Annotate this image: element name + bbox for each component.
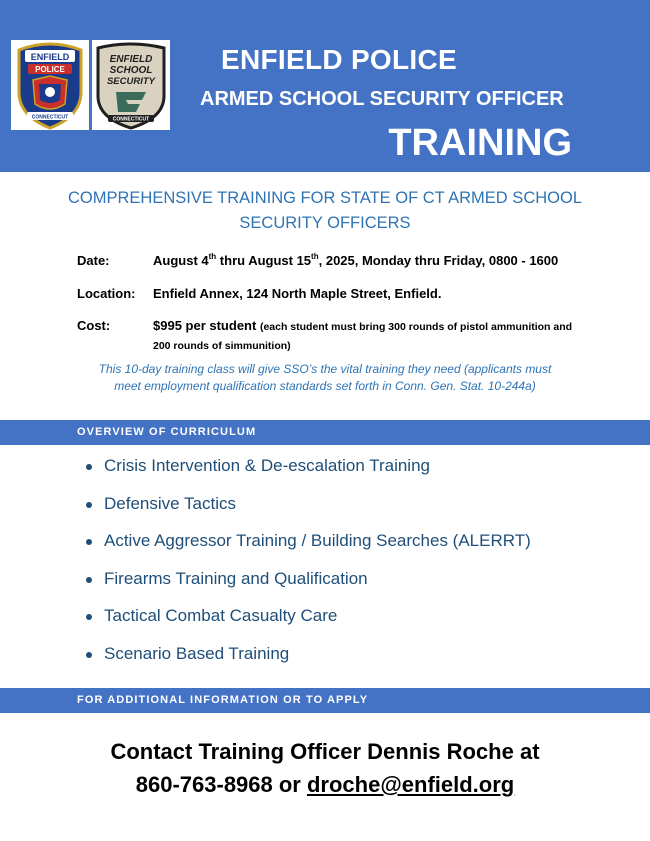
bullet-icon [86,502,92,508]
title-line-2: ARMED SCHOOL SECURITY OFFICER [200,88,564,110]
header-banner [0,0,650,172]
bullet-icon [86,539,92,545]
curriculum-item-label: Active Aggressor Training / Building Searches (ALERRT) [104,531,531,551]
cost-value [153,317,573,355]
contact-email-link[interactable]: droche@enfield.org [306,772,515,797]
curriculum-item [86,644,531,682]
school-badge-text-3: SECURITY [106,76,156,87]
note-line-2: meet employment qualification standards set forth in Conn. Gen. Stat. 10-244a) [114,379,536,393]
curriculum-item [86,569,531,607]
school-security-badge-logo [92,40,170,130]
date-superscript: th [311,251,319,261]
curriculum-item [86,494,531,532]
curriculum-item-label: Defensive Tactics [104,493,236,513]
cost-note: (each student must bring 300 rounds of pistol ammunition and 200 rounds of simmunition) [153,321,573,352]
contact-phone: 860-763-8968 or [135,772,307,797]
curriculum-heading: OVERVIEW OF CURRICULUM [77,426,257,438]
contact-block [0,735,650,801]
curriculum-item [86,606,531,644]
date-value-part: , 2025, Monday thru Friday, 0800 - 1600 [318,253,559,268]
date-label: Date: [77,253,110,268]
date-value [153,253,558,268]
subtitle-line-2: SECURITY OFFICERS [239,214,411,232]
school-badge-text-4: CONNECTICUT [112,116,150,123]
curriculum-item [86,531,531,569]
bullet-icon [86,464,92,470]
contact-line-1: Contact Training Officer Dennis Roche at [110,739,540,764]
apply-heading: FOR ADDITIONAL INFORMATION OR TO APPLY [77,694,369,706]
cost-label: Cost: [77,318,111,333]
school-badge-text-1: ENFIELD [109,54,153,65]
location-value: Enfield Annex, 124 North Maple Street, Enfield. [153,286,442,301]
curriculum-item-label: Crisis Intervention & De-escalation Training [104,456,430,475]
date-superscript: th [208,251,217,261]
apply-heading-bar [0,688,650,713]
curriculum-item [86,456,531,494]
curriculum-heading-bar [0,420,650,445]
subtitle [40,186,610,236]
date-value-part: thru August 15 [216,253,312,268]
bullet-icon [86,614,92,620]
curriculum-item-label: Firearms Training and Qualification [104,568,368,588]
curriculum-item-label: Tactical Combat Casualty Care [104,606,338,626]
training-note [60,361,590,395]
school-badge-text-2: SCHOOL [109,65,153,76]
note-line-1: This 10-day training class will give SSO’s the vital training they need (applicants must [98,362,552,376]
cost-amount: $995 per student [153,318,257,333]
police-badge-text-1: ENFIELD [30,52,70,62]
bullet-icon [86,652,92,658]
curriculum-item-label: Scenario Based Training [104,643,290,663]
police-badge-logo [11,40,89,130]
subtitle-line-1: COMPREHENSIVE TRAINING FOR STATE OF CT ARMED SCHOOL [67,189,582,207]
bullet-icon [86,577,92,583]
title-line-3: TRAINING [388,122,572,164]
date-value-part: August 4 [153,253,209,268]
police-badge-text-2: POLICE [35,65,65,74]
curriculum-list [86,456,531,682]
title-line-1: ENFIELD POLICE [221,44,457,75]
location-label: Location: [77,286,136,301]
contact-line-2 [0,768,650,801]
police-badge-text-3: CONNECTICUT [31,114,69,121]
